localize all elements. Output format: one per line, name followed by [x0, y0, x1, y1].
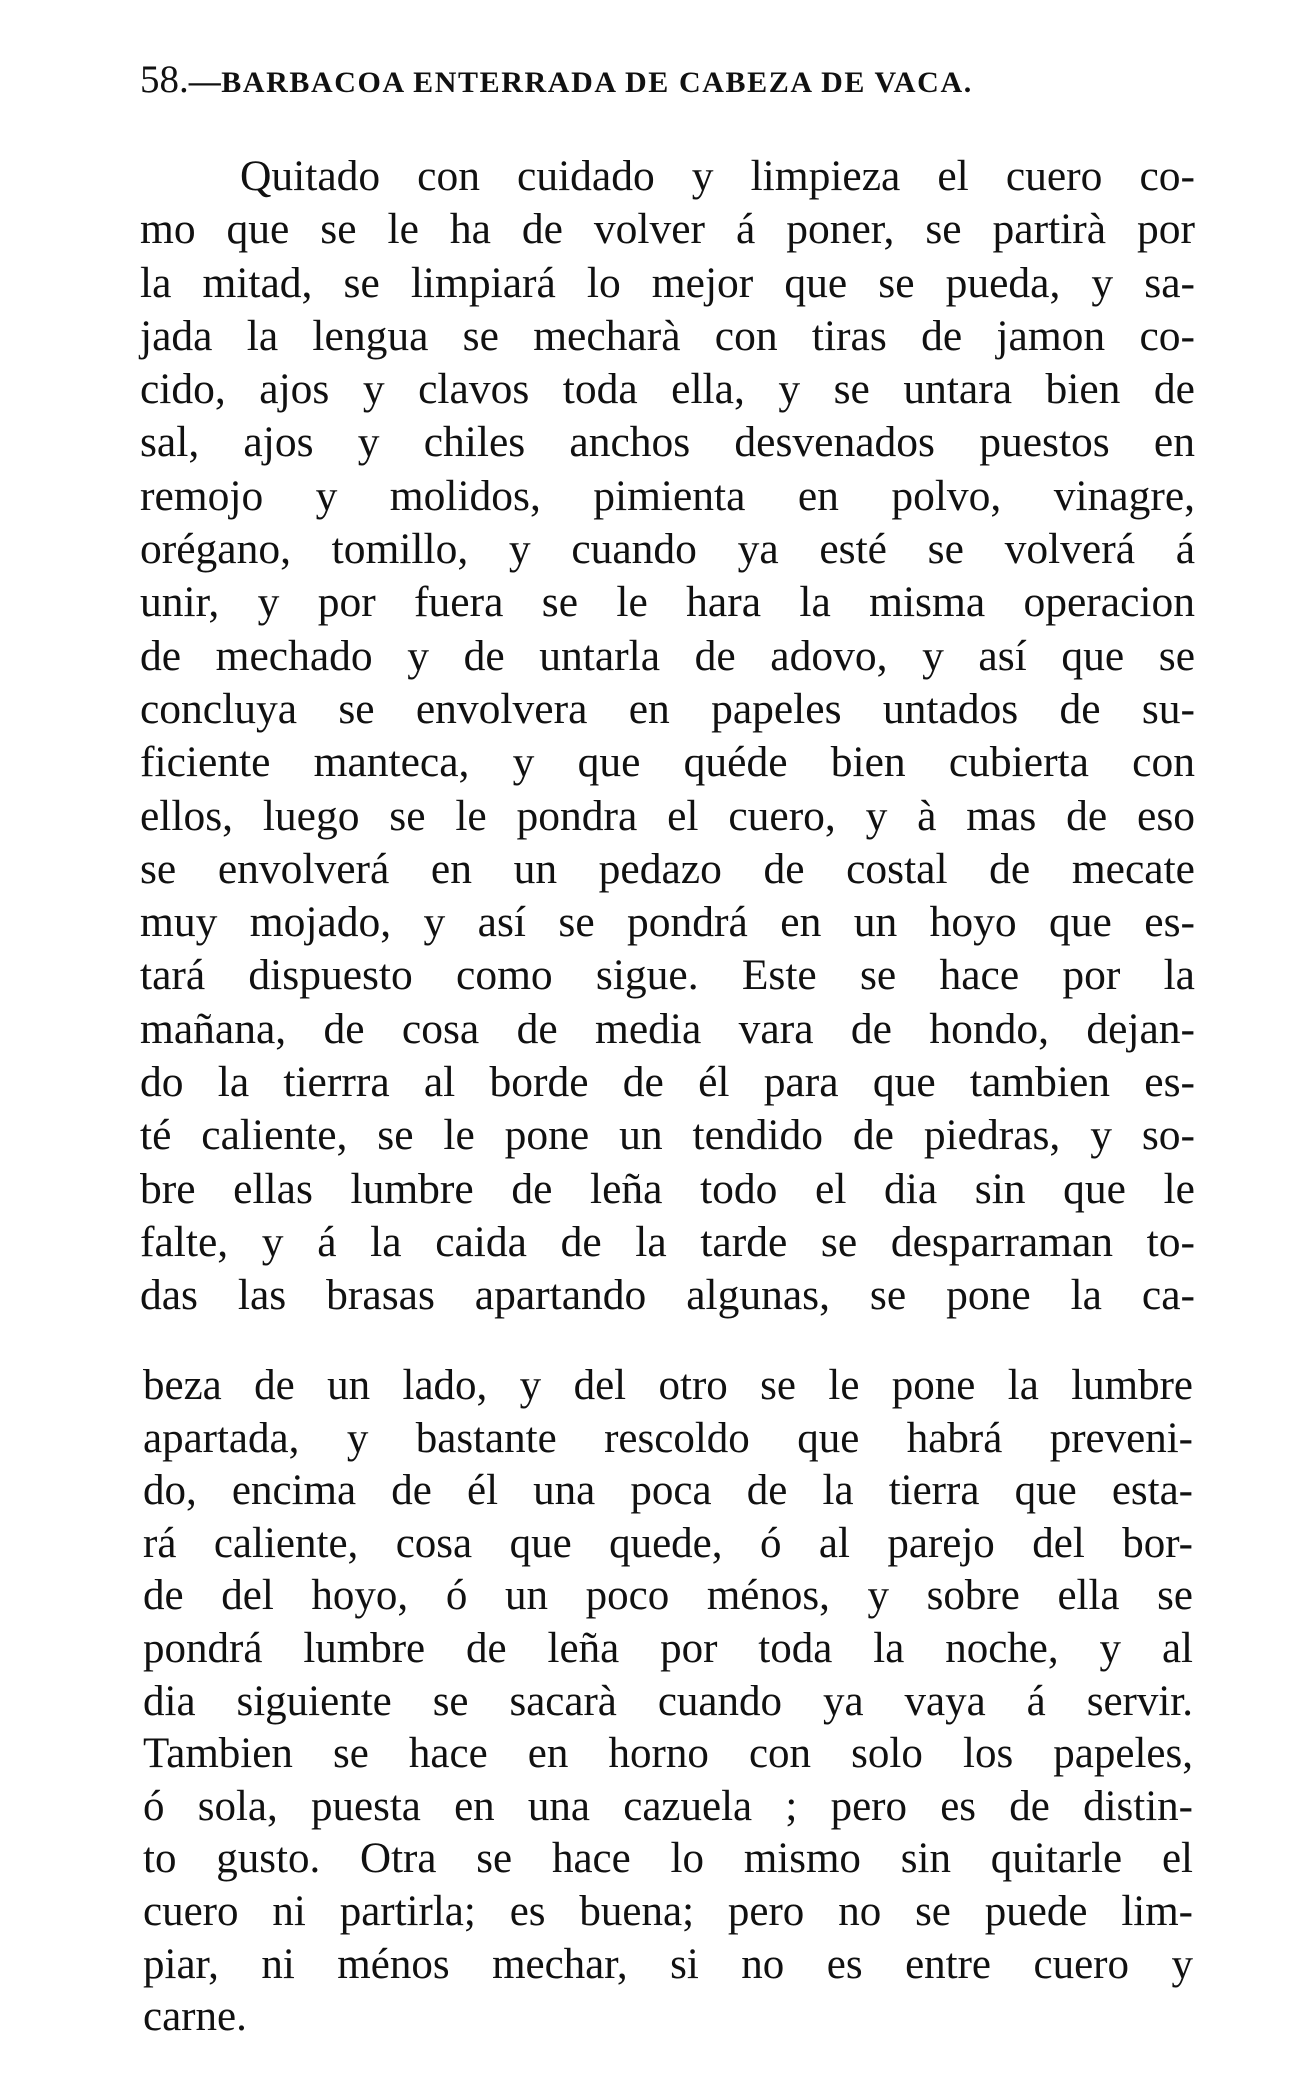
text-line: mo que se le ha de volver á poner, se partirà por	[140, 205, 1195, 254]
text-line: cuero ni partirla; es buena; pero no se puede lim-	[143, 1887, 1193, 1935]
text-line: sal, ajos y chiles anchos desvenados puestos en	[140, 418, 1195, 467]
recipe-body-upper	[140, 150, 1195, 1323]
text-line: dia siguiente se sacarà cuando ya vaya á servir.	[143, 1677, 1193, 1725]
recipe-body-lower	[143, 1360, 1193, 2044]
text-line: concluya se envolvera en papeles untados de su-	[140, 684, 1195, 733]
text-line: carne.	[143, 1993, 247, 2041]
text-line: muy mojado, y así se pondrá en un hoyo que es-	[140, 898, 1195, 947]
text-line: ó sola, puesta en una cazuela ; pero es de distin-	[143, 1782, 1193, 1830]
text-line: tará dispuesto como sigue. Este se hace por la	[140, 951, 1195, 1000]
text-line: Tambien se hace en horno con solo los papeles,	[143, 1730, 1193, 1778]
text-line: la mitad, se limpiará lo mejor que se pueda, y sa-	[140, 258, 1195, 307]
text-line: cido, ajos y clavos toda ella, y se untara bien de	[140, 365, 1195, 414]
text-line: das las brasas apartando algunas, se pone la ca-	[140, 1271, 1195, 1320]
text-line: Quitado con cuidado y limpieza el cuero co-	[240, 152, 1195, 200]
text-line: de del hoyo, ó un poco ménos, y sobre ella se	[143, 1572, 1193, 1620]
text-line: bre ellas lumbre de leña todo el dia sin que le	[140, 1164, 1195, 1213]
text-line: remojo y molidos, pimienta en polvo, vinagre,	[140, 471, 1195, 520]
text-line: falte, y á la caida de la tarde se desparraman to-	[140, 1217, 1195, 1266]
text-line: té caliente, se le pone un tendido de piedras, y so-	[140, 1111, 1195, 1160]
recipe-number: 58.	[140, 58, 189, 101]
text-line: do, encima de él una poca de la tierra que esta-	[143, 1467, 1193, 1515]
recipe-heading	[140, 58, 1200, 105]
heading-dash: —	[188, 63, 222, 99]
text-line: beza de un lado, y del otro se le pone la lumbre	[143, 1362, 1193, 1409]
text-line: de mechado y de untarla de adovo, y así que se	[140, 631, 1195, 680]
text-line: rá caliente, cosa que quede, ó al parejo del bor-	[143, 1519, 1193, 1567]
text-line: orégano, tomillo, y cuando ya esté se volverá á	[140, 525, 1195, 574]
text-line: to gusto. Otra se hace lo mismo sin quitarle el	[143, 1835, 1193, 1883]
text-line: ficiente manteca, y que quéde bien cubierta con	[140, 738, 1195, 787]
text-line: pondrá lumbre de leña por toda la noche, y al	[143, 1624, 1193, 1672]
text-line: piar, ni ménos mechar, si no es entre cuero y	[143, 1940, 1193, 1988]
text-line: mañana, de cosa de media vara de hondo, dejan-	[140, 1004, 1195, 1053]
text-line: do la tierrra al borde de él para que tambien es-	[140, 1058, 1195, 1107]
text-line: apartada, y bastante rescoldo que habrá preveni-	[143, 1414, 1193, 1462]
text-line: se envolverá en un pedazo de costal de mecate	[140, 844, 1195, 893]
text-line: unir, y por fuera se le hara la misma operacion	[140, 578, 1195, 627]
recipe-title: BARBACOA ENTERRADA DE CABEZA DE VACA.	[221, 66, 973, 99]
text-line: jada la lengua se mecharà con tiras de jamon co-	[140, 311, 1195, 360]
text-line: ellos, luego se le pondra el cuero, y à mas de eso	[140, 791, 1195, 840]
